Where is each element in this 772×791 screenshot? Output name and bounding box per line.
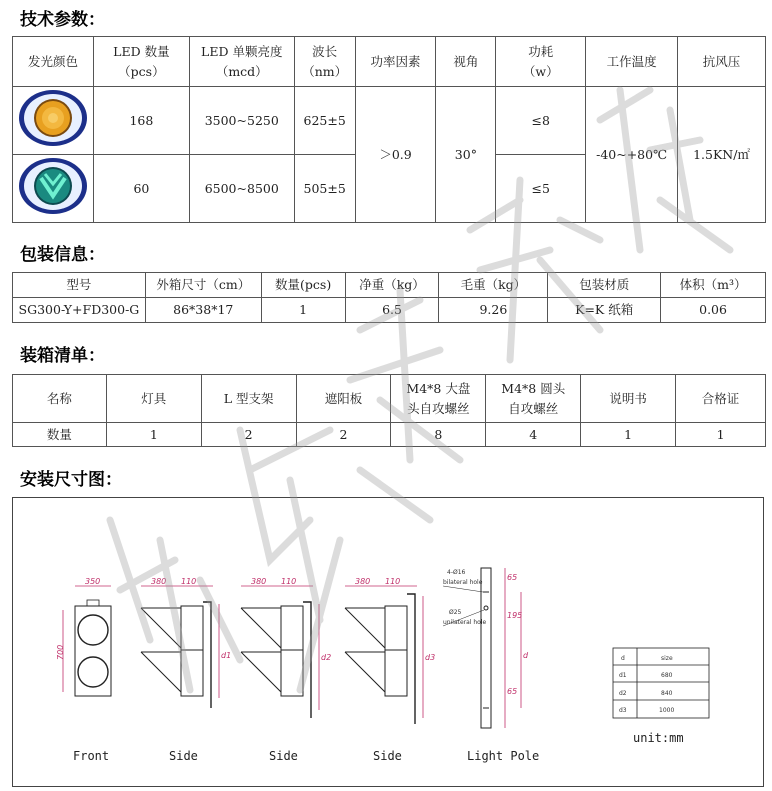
list-item-lamp: 灯具 (106, 375, 201, 423)
unit-label: unit:mm (633, 731, 684, 745)
green-light-cell (13, 155, 94, 223)
size-table-d1-value: 680 (661, 672, 673, 679)
list-qty-screw-round: 4 (486, 423, 581, 447)
list-label-qty: 数量 (13, 423, 107, 447)
size-table-d3-value: 1000 (659, 707, 675, 714)
list-item-bracket: L 型支架 (201, 375, 296, 423)
yellow-wavelength: 625±5 (294, 87, 355, 155)
pack-h-model: 型号 (13, 273, 146, 298)
pole-d-dim: d (523, 651, 529, 660)
header-brightness: LED 单颗亮度 （mcd） (189, 37, 294, 87)
tech-row-yellow (13, 87, 766, 155)
yellow-light-image (17, 88, 89, 148)
list-item-certificate: 合格证 (676, 375, 766, 423)
header-power: 功耗 （w） (496, 37, 586, 87)
pack-v-net-weight: 6.5 (345, 298, 439, 323)
header-power-factor: 功率因素 (355, 37, 436, 87)
side3-depth-dim: 380 (355, 577, 371, 586)
pack-v-material: K=K 纸箱 (548, 298, 661, 323)
caption-light-pole: Light Pole (467, 749, 540, 763)
pack-info-table (12, 272, 766, 323)
side1-bracket-dim: 110 (181, 577, 197, 586)
view-angle-value: 30° (436, 87, 496, 223)
list-qty-visor: 2 (296, 423, 391, 447)
caption-side-1: Side (169, 749, 198, 763)
pack-h-gross-weight: 毛重（kg） (439, 273, 548, 298)
green-light-image (17, 156, 89, 216)
packing-list-table (12, 374, 766, 447)
pole-mid-dim: 195 (507, 611, 523, 620)
section-title-tech: 技术参数： (20, 10, 105, 30)
side2-depth-dim: 380 (251, 577, 267, 586)
pack-value-row (13, 298, 766, 323)
front-width-dim: 350 (85, 577, 101, 586)
pack-v-volume: 0.06 (661, 298, 766, 323)
header-led-qty: LED 数量 （pcs） (93, 37, 189, 87)
size-table-d2-value: 840 (661, 690, 673, 697)
list-qty-screw-pan: 8 (391, 423, 486, 447)
side3-d3-dim: d3 (425, 653, 436, 662)
pack-header-row (13, 273, 766, 298)
caption-side-2: Side (269, 749, 298, 763)
pole-bottom-dim: 65 (507, 687, 518, 696)
side2-d2-dim: d2 (321, 653, 332, 662)
header-temp: 工作温度 (586, 37, 678, 87)
green-brightness: 6500~8500 (189, 155, 294, 223)
size-table-d2: d2 (619, 690, 627, 697)
list-item-manual: 说明书 (581, 375, 676, 423)
pole-bilateral-text: bilateral hole (443, 579, 483, 586)
pole-bilateral-spec: 4-Ø16 (447, 569, 466, 576)
pack-v-gross-weight: 9.26 (439, 298, 548, 323)
side3-bracket-dim: 110 (385, 577, 401, 586)
size-table-header-d: d (621, 655, 625, 662)
side-view-1 (141, 577, 231, 708)
green-wavelength: 505±5 (294, 155, 355, 223)
size-table-d1: d1 (619, 672, 627, 679)
tech-header-row (13, 37, 766, 87)
pole-unilateral-spec: Ø25 (449, 609, 462, 616)
front-height-dim: 700 (56, 644, 65, 660)
pack-h-volume: 体积（m³） (661, 273, 766, 298)
yellow-led-qty: 168 (93, 87, 189, 155)
side2-bracket-dim: 110 (281, 577, 297, 586)
size-table-header-size: size (661, 655, 673, 662)
power-factor-value: ＞0.9 (355, 87, 436, 223)
caption-front: Front (73, 749, 110, 763)
pack-h-material: 包装材质 (548, 273, 661, 298)
side-view-3 (345, 577, 435, 724)
list-qty-certificate: 1 (676, 423, 766, 447)
front-view (56, 577, 111, 696)
pack-h-box-size: 外箱尺寸（cm） (145, 273, 261, 298)
pack-h-net-weight: 净重（kg） (345, 273, 439, 298)
header-view-angle: 视角 (436, 37, 496, 87)
pack-h-qty: 数量(pcs) (261, 273, 345, 298)
side1-depth-dim: 380 (151, 577, 167, 586)
list-qty-bracket: 2 (201, 423, 296, 447)
section-title-pack: 包装信息： (20, 245, 105, 265)
header-wavelength: 波长 （nm） (294, 37, 355, 87)
install-drawing (12, 497, 764, 787)
wind-value: 1.5KN/㎡ (678, 87, 766, 223)
pack-v-model: SG300-Y+FD300-G (13, 298, 146, 323)
size-table (613, 648, 709, 718)
list-qty-manual: 1 (581, 423, 676, 447)
yellow-brightness: 3500~5250 (189, 87, 294, 155)
list-qty-row (13, 423, 766, 447)
temp-value: -40~+80℃ (586, 87, 678, 223)
pole-top-dim: 65 (507, 573, 518, 582)
size-table-d3: d3 (619, 707, 627, 714)
install-drawing-svg (13, 498, 763, 786)
caption-side-3: Side (373, 749, 402, 763)
green-power: ≤5 (496, 155, 586, 223)
header-wind: 抗风压 (678, 37, 766, 87)
list-item-visor: 遮阳板 (296, 375, 391, 423)
section-title-list: 装箱清单： (20, 346, 105, 366)
yellow-light-cell (13, 87, 94, 155)
list-name-row (13, 375, 766, 423)
side1-d1-dim: d1 (221, 651, 232, 660)
light-pole-view (443, 568, 529, 728)
header-color: 发光颜色 (13, 37, 94, 87)
list-item-screw-round: M4*8 圆头 自攻螺丝 (486, 375, 581, 423)
section-title-install: 安装尺寸图： (20, 470, 122, 490)
list-qty-lamp: 1 (106, 423, 201, 447)
tech-params-table (12, 36, 766, 223)
yellow-power: ≤8 (496, 87, 586, 155)
pack-v-box-size: 86*38*17 (145, 298, 261, 323)
green-led-qty: 60 (93, 155, 189, 223)
pack-v-qty: 1 (261, 298, 345, 323)
list-label-name: 名称 (13, 375, 107, 423)
pole-unilateral-text: unilateral hole (443, 619, 487, 626)
list-item-screw-pan: M4*8 大盘 头自攻螺丝 (391, 375, 486, 423)
side-view-2 (241, 577, 331, 718)
